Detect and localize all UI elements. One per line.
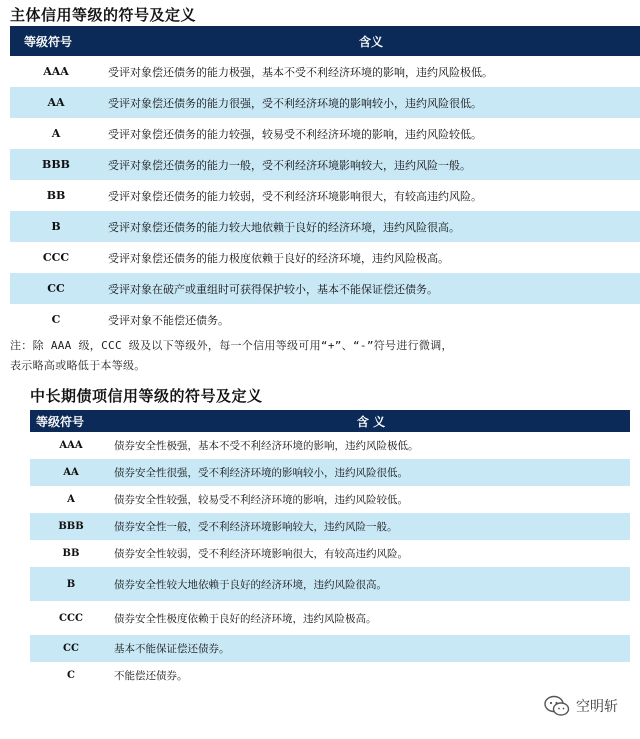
watermark: [544, 695, 618, 717]
rating-definition: 受评对象偿还债务的能力很强，受不利经济环境的影响较小，违约风险很低。: [102, 87, 640, 118]
rating-code: BBB: [10, 149, 102, 180]
table-row: [10, 180, 640, 211]
rating-code: BBB: [30, 513, 112, 540]
table-row: [10, 273, 640, 304]
table-row: [30, 662, 630, 689]
table-row: [30, 540, 630, 567]
rating-code: AAA: [43, 65, 69, 78]
section1-title: 主体信用等级的符号及定义: [10, 6, 197, 24]
rating-code: AA: [10, 87, 102, 118]
rating-code: BB: [46, 189, 66, 202]
rating-definition: 债券安全性极度依赖于良好的经济环境，违约风险极高。: [114, 612, 377, 625]
table-row: [30, 635, 630, 662]
table-row: [10, 304, 640, 335]
rating-note: [10, 336, 620, 376]
rating-code: C: [51, 313, 61, 326]
rating-code: C: [67, 670, 75, 681]
header-definition: 含义: [102, 26, 640, 56]
rating-code: B: [10, 211, 102, 242]
header-code: 等级符号: [10, 26, 102, 56]
table-row: [10, 56, 640, 87]
rating-definition: 债券安全性较强，较易受不利经济环境的影响，违约风险较低。: [114, 494, 408, 506]
rating-code: B: [30, 567, 112, 601]
header-code: 等级符号: [30, 410, 112, 432]
rating-code: CC: [10, 273, 102, 304]
rating-definition: 受评对象偿还债务的能力极强，基本不受不利经济环境的影响，违约风险极低。: [108, 65, 493, 79]
rating-definition: 债券安全性一般，受不利经济环境影响较大，违约风险一般。: [112, 513, 630, 540]
rating-definition: 受评对象偿还债务的能力一般，受不利经济环境影响较大，违约风险一般。: [102, 149, 640, 180]
table-header: [30, 410, 630, 432]
rating-definition: 债券安全性极强，基本不受不利经济环境的影响，违约风险极低。: [114, 440, 419, 452]
rating-definition: 债券安全性较大地依赖于良好的经济环境，违约风险很高。: [112, 567, 630, 601]
wechat-icon: [544, 695, 570, 717]
note-line: 表示略高或略低于本等级。: [10, 359, 146, 372]
table-row: [30, 601, 630, 635]
table-row: [10, 211, 640, 242]
bond-rating-table: [30, 410, 630, 689]
table-row: [30, 513, 630, 540]
table-row: [10, 87, 640, 118]
rating-definition: 不能偿还债券。: [114, 670, 188, 682]
header-definition: 含 义: [112, 410, 630, 432]
table-row: [30, 459, 630, 486]
rating-code: A: [67, 494, 75, 505]
rating-definition: 受评对象偿还债务的能力极度依赖于良好的经济环境，违约风险极高。: [108, 251, 449, 265]
rating-code: CCC: [42, 251, 70, 264]
rating-code: BB: [62, 548, 80, 559]
rating-definition: 基本不能保证偿还债券。: [112, 635, 630, 662]
rating-definition: 受评对象偿还债务的能力较大地依赖于良好的经济环境，违约风险很高。: [102, 211, 640, 242]
rating-definition: 债券安全性很强，受不利经济环境的影响较小，违约风险很低。: [112, 459, 630, 486]
table-row: [30, 432, 630, 459]
rating-code: CC: [30, 635, 112, 662]
section2-title: 中长期债项信用等级的符号及定义: [30, 387, 263, 405]
table-row: [10, 242, 640, 273]
rating-definition: 受评对象不能偿还债务。: [108, 313, 229, 327]
watermark-text: 空明斩: [576, 699, 618, 715]
issuer-rating-table: [10, 26, 640, 335]
rating-definition: 受评对象在破产或重组时可获得保护较小，基本不能保证偿还债务。: [102, 273, 640, 304]
note-line: 注：除 AAA 级，CCC 级及以下等级外，每一个信用等级可用“+”、“-”符号进行微调，: [10, 339, 453, 352]
rating-code: AAA: [59, 440, 83, 451]
table-row: [10, 118, 640, 149]
rating-definition: 债券安全性较弱，受不利经济环境影响很大，有较高违约风险。: [114, 548, 408, 560]
table-row: [10, 149, 640, 180]
rating-definition: 受评对象偿还债务的能力较弱，受不利经济环境影响很大，有较高违约风险。: [108, 189, 482, 203]
rating-code: AA: [30, 459, 112, 486]
table-row: [30, 567, 630, 601]
table-row: [30, 486, 630, 513]
rating-definition: 受评对象偿还债务的能力较强，较易受不利经济环境的影响，违约风险较低。: [108, 127, 482, 141]
rating-code: A: [51, 127, 61, 140]
rating-code: CCC: [59, 612, 83, 624]
table-header: [10, 26, 640, 56]
